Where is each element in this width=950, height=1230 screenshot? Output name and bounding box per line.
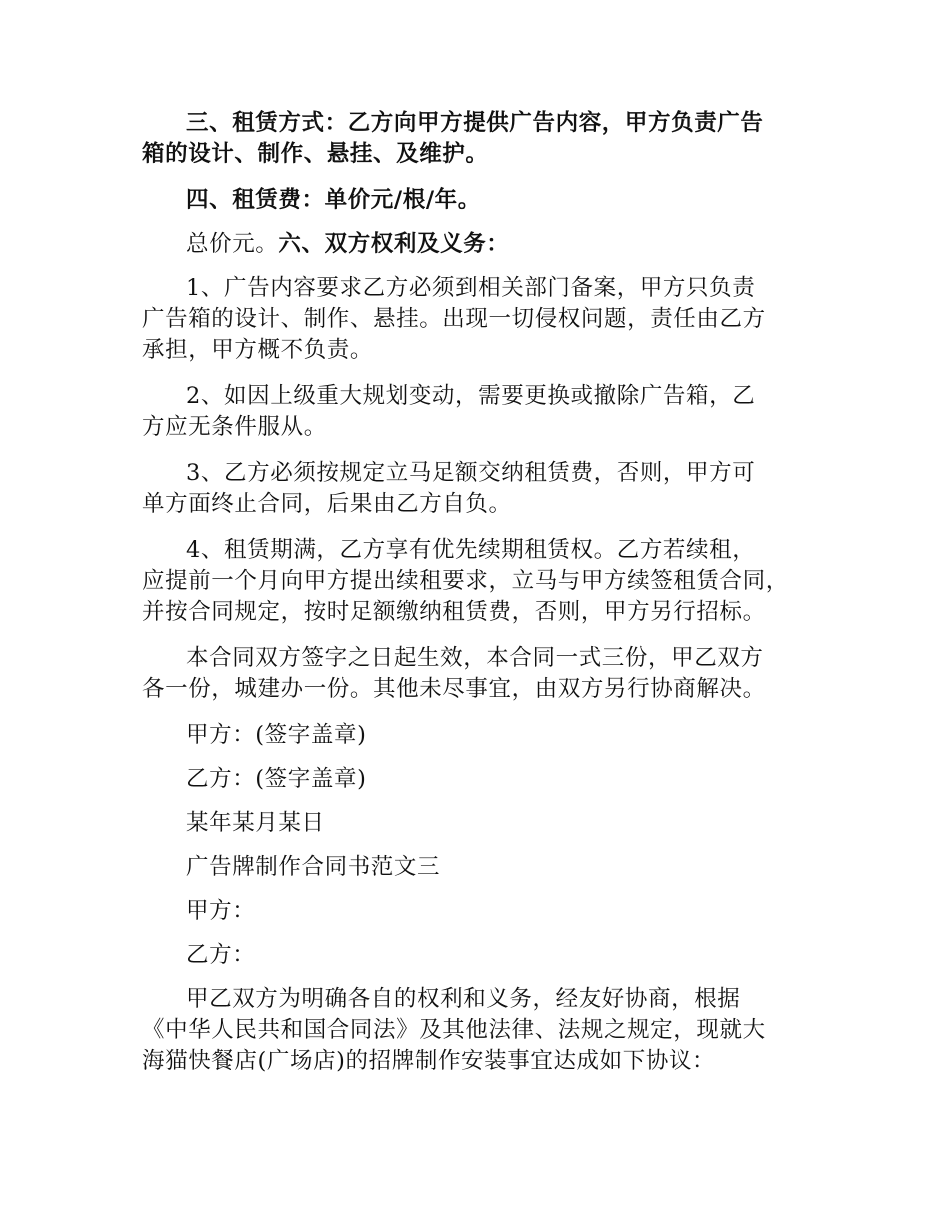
clause-total-price (142, 229, 832, 260)
clause-lease-fee (142, 185, 832, 216)
clause-item-1 (142, 273, 832, 366)
clause-item-4 (142, 535, 832, 628)
text-line: 单方面终止合同，后果由乙方自负。 (142, 491, 512, 517)
text-line: 并按合同规定，按时足额缴纳租赁费，否则，甲方另行招标。 (142, 599, 766, 625)
text-line: 广告牌制作合同书范文三 (186, 854, 441, 880)
party-b-signature (142, 764, 832, 795)
text-line: 广告箱的设计、制作、悬挂。出现一切侵权问题，责任由乙方 (142, 306, 766, 332)
text-line: 1、广告内容要求乙方必须到相关部门备案，甲方只负责 (186, 275, 756, 301)
clause-effectiveness (142, 643, 832, 705)
date-line (142, 808, 832, 839)
text-line: 承担，甲方概不负责。 (142, 337, 374, 363)
text-line: 乙方：(签字盖章) (186, 766, 367, 792)
text-line: 海猫快餐店(广场店)的招牌制作安装事宜达成如下协议： (142, 1048, 716, 1074)
agreement-preamble (142, 984, 832, 1077)
clause-item-2 (142, 381, 832, 443)
text-line: 方应无条件服从。 (142, 414, 327, 440)
document-page (142, 108, 832, 1092)
text-line: 甲方：(签字盖章) (186, 722, 367, 748)
text-run: 总价元。 (186, 231, 279, 257)
text-line: 甲方： (186, 898, 256, 924)
text-line: 某年某月某日 (186, 810, 325, 836)
clause-lease-method (142, 108, 832, 170)
text-line: 甲乙双方为明确各自的权利和义务，经友好协商，根据 (186, 986, 741, 1012)
text-line: 乙方： (186, 942, 256, 968)
text-line: 本合同双方签字之日起生效，本合同一式三份，甲乙双方 (186, 645, 764, 671)
party-a-label (142, 896, 832, 927)
text-line: 四、租赁费：单价元/根/年。 (186, 187, 481, 213)
text-line: 各一份，城建办一份。其他未尽事宜，由双方另行协商解决。 (142, 676, 766, 702)
text-line: 4、租赁期满，乙方享有优先续期租赁权。乙方若续租， (186, 537, 756, 563)
text-line: 应提前一个月向甲方提出续租要求，立马与甲方续签租赁合同， (142, 568, 789, 594)
party-a-signature (142, 720, 832, 751)
sample-title (142, 852, 832, 883)
party-b-label (142, 940, 832, 971)
text-line: 三、租赁方式：乙方向甲方提供广告内容，甲方负责广告 (186, 110, 764, 136)
clause-item-3 (142, 458, 832, 520)
text-line: 《中华人民共和国合同法》及其他法律、法规之规定，现就大 (142, 1017, 766, 1043)
text-line: 3、乙方必须按规定立马足额交纳租赁费，否则，甲方可 (186, 460, 756, 486)
text-line: 箱的设计、制作、悬挂、及维护。 (142, 141, 489, 167)
text-line: 2、如因上级重大规划变动，需要更换或撤除广告箱，乙 (186, 383, 756, 409)
section-heading-rights: 六、双方权利及义务： (278, 231, 510, 257)
